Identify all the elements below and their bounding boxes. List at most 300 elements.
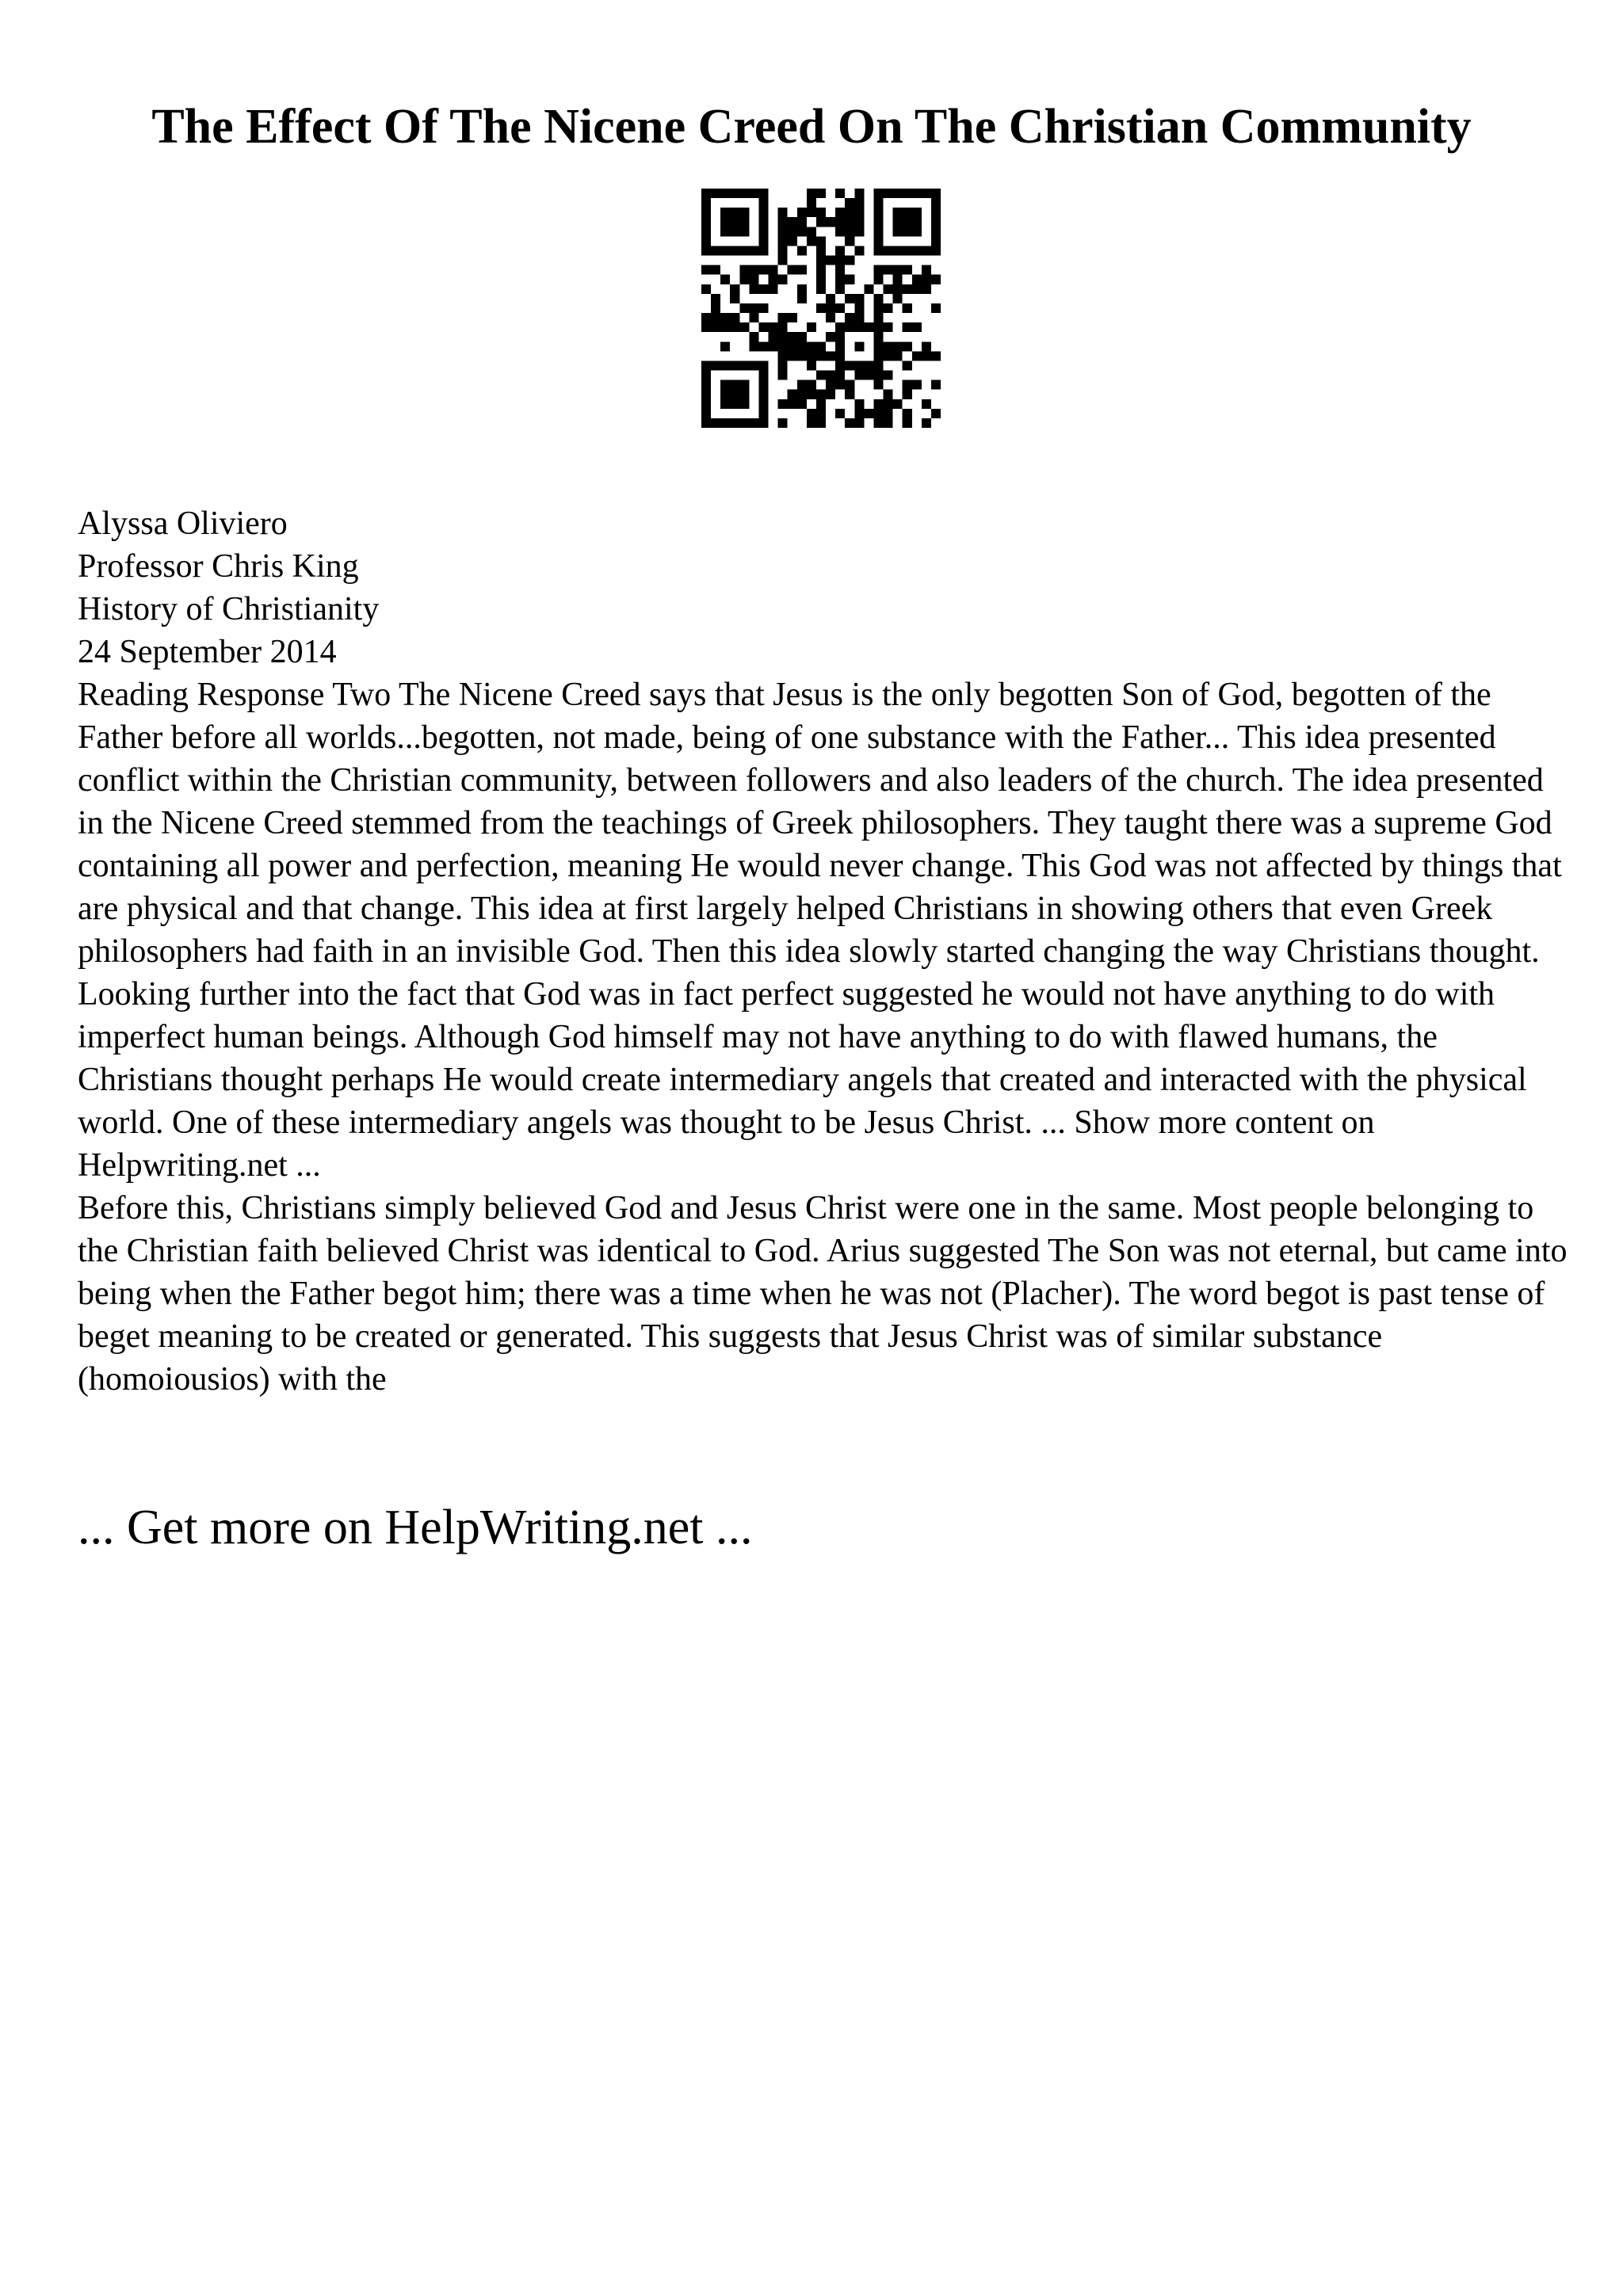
- qr-module: [807, 409, 816, 418]
- qr-module: [893, 227, 903, 236]
- qr-module: [797, 208, 807, 217]
- qr-module: [873, 360, 883, 370]
- course-line: History of Christianity: [78, 591, 380, 627]
- qr-module: [730, 418, 739, 428]
- qr-module: [845, 236, 854, 246]
- qr-module: [807, 418, 816, 428]
- qr-module: [778, 236, 788, 246]
- qr-module: [797, 341, 807, 351]
- qr-module: [788, 313, 797, 322]
- get-more-link[interactable]: ... Get more on HelpWriting.net ...: [78, 1501, 753, 1554]
- qr-module: [826, 332, 835, 341]
- qr-module: [739, 208, 749, 217]
- qr-module: [758, 217, 768, 227]
- qr-module: [884, 284, 893, 294]
- qr-module: [845, 217, 854, 227]
- qr-module: [845, 313, 854, 322]
- qr-module: [873, 399, 883, 409]
- qr-module: [749, 341, 758, 351]
- qr-module: [835, 360, 845, 370]
- qr-module: [816, 236, 826, 246]
- qr-module: [778, 351, 788, 360]
- qr-module: [730, 189, 739, 198]
- qr-module: [912, 189, 922, 198]
- qr-module: [816, 303, 826, 313]
- qr-module: [931, 208, 941, 217]
- qr-module: [807, 322, 816, 332]
- qr-module: [931, 198, 941, 208]
- qr-module: [912, 284, 922, 294]
- qr-module: [884, 189, 893, 198]
- qr-module: [835, 409, 845, 418]
- qr-module: [788, 236, 797, 246]
- qr-module: [739, 399, 749, 409]
- qr-module: [749, 360, 758, 370]
- qr-module: [835, 371, 845, 380]
- qr-module: [807, 351, 816, 360]
- qr-module: [873, 351, 883, 360]
- qr-module: [903, 341, 912, 351]
- qr-module: [758, 380, 768, 390]
- qr-module: [720, 217, 730, 227]
- qr-module: [788, 390, 797, 399]
- qr-module: [845, 198, 854, 208]
- qr-module: [893, 399, 903, 409]
- qr-module: [893, 246, 903, 255]
- qr-code-icon: [701, 189, 941, 428]
- qr-module: [903, 208, 912, 217]
- qr-module: [797, 351, 807, 360]
- qr-module: [749, 313, 758, 322]
- qr-module: [873, 198, 883, 208]
- qr-module: [912, 246, 922, 255]
- qr-module: [912, 380, 922, 390]
- qr-module: [739, 265, 749, 275]
- qr-module: [807, 208, 816, 217]
- qr-module: [893, 341, 903, 351]
- qr-module: [807, 198, 816, 208]
- qr-module: [922, 399, 931, 409]
- qr-module: [816, 275, 826, 284]
- qr-module: [922, 265, 931, 275]
- qr-module: [931, 246, 941, 255]
- qr-module: [701, 371, 711, 380]
- qr-module: [912, 227, 922, 236]
- qr-module: [701, 409, 711, 418]
- body-paragraph-1: Reading Response Two The Nicene Creed says that Jesus is the only begotten Son of God, begotten of the Father before all worlds...begotten, not made, being of one substance with the Father... This idea presented conflict within the Christian community, between followers and also leaders of the church. The idea presented in the Nicene Creed stemmed from the teachings of Greek philosophers. They taught there was a supreme God containing all power and perfection, meaning He would never change. This God was not affected by things that are physical and that change. This idea at first largely helped Christians in showing others that even Greek philosophers had faith in an invisible God. Then this idea slowly started changing the way Christians thought. Looking further into the fact that God was in fact perfect suggested he would not have anything to do with imperfect human beings. Although God himself may not have anything to do with flawed humans, the Christians thought perhaps He would create intermediary angels that created and interacted with the physical world. One of these intermediary angels was thought to be Jesus Christ. ... Show more content on Helpwriting.net ...: [78, 677, 1562, 1184]
- qr-module: [758, 399, 768, 409]
- qr-module: [701, 418, 711, 428]
- qr-module: [854, 246, 864, 255]
- qr-module: [778, 360, 788, 370]
- qr-module: [807, 189, 816, 198]
- qr-module: [758, 341, 768, 351]
- qr-module: [749, 246, 758, 255]
- qr-module: [893, 294, 903, 303]
- qr-module: [884, 341, 893, 351]
- qr-module: [730, 380, 739, 390]
- qr-module: [835, 332, 845, 341]
- qr-module: [903, 418, 912, 428]
- qr-module: [758, 227, 768, 236]
- qr-module: [778, 246, 788, 255]
- qr-module: [826, 256, 835, 265]
- qr-module: [701, 198, 711, 208]
- qr-module: [816, 256, 826, 265]
- qr-module: [701, 236, 711, 246]
- qr-module: [730, 313, 739, 322]
- qr-module: [758, 409, 768, 418]
- qr-module: [835, 284, 845, 294]
- qr-module: [835, 351, 845, 360]
- qr-module: [711, 189, 720, 198]
- qr-module: [873, 371, 883, 380]
- qr-module: [797, 217, 807, 227]
- qr-module: [739, 275, 749, 284]
- qr-module: [769, 265, 778, 275]
- qr-module: [893, 217, 903, 227]
- qr-module: [778, 399, 788, 409]
- document-title: The Effect Of The Nicene Creed On The Christian Community: [151, 100, 1472, 154]
- qr-module: [758, 360, 768, 370]
- qr-module: [701, 360, 711, 370]
- qr-module: [903, 246, 912, 255]
- qr-module: [701, 313, 711, 322]
- qr-module: [758, 322, 768, 332]
- qr-module: [720, 390, 730, 399]
- qr-module: [854, 341, 864, 351]
- qr-module: [739, 360, 749, 370]
- qr-module: [873, 313, 883, 322]
- qr-module: [778, 256, 788, 265]
- qr-module: [758, 265, 768, 275]
- qr-module: [711, 265, 720, 275]
- qr-module: [720, 418, 730, 428]
- qr-module: [922, 351, 931, 360]
- qr-module: [797, 390, 807, 399]
- qr-module: [788, 217, 797, 227]
- qr-module: [711, 313, 720, 322]
- qr-module: [711, 294, 720, 303]
- qr-module: [711, 418, 720, 428]
- qr-module: [893, 275, 903, 284]
- qr-module: [873, 418, 883, 428]
- qr-module: [788, 351, 797, 360]
- qr-module: [778, 332, 788, 341]
- qr-module: [826, 371, 835, 380]
- qr-module: [873, 217, 883, 227]
- qr-module: [778, 275, 788, 284]
- qr-module: [816, 351, 826, 360]
- qr-module: [758, 208, 768, 217]
- qr-module: [884, 409, 893, 418]
- qr-module: [873, 265, 883, 275]
- author-line: Alyssa Oliviero: [78, 505, 288, 542]
- qr-module: [749, 332, 758, 341]
- qr-module: [769, 322, 778, 332]
- qr-module: [749, 189, 758, 198]
- qr-module: [816, 189, 826, 198]
- date-line: 24 September 2014: [78, 634, 337, 670]
- qr-module: [912, 217, 922, 227]
- qr-module: [854, 418, 864, 428]
- qr-module: [769, 341, 778, 351]
- qr-module: [835, 217, 845, 227]
- qr-module: [730, 208, 739, 217]
- qr-module: [873, 189, 883, 198]
- qr-module: [835, 189, 845, 198]
- qr-module: [903, 322, 912, 332]
- qr-module: [701, 227, 711, 236]
- qr-module: [788, 227, 797, 236]
- qr-module: [701, 265, 711, 275]
- qr-module: [845, 275, 854, 284]
- qr-module: [769, 284, 778, 294]
- qr-module: [922, 275, 931, 284]
- qr-module: [730, 284, 739, 294]
- qr-module: [893, 208, 903, 217]
- qr-module: [701, 399, 711, 409]
- qr-module: [720, 322, 730, 332]
- qr-module: [835, 256, 845, 265]
- qr-module: [758, 303, 768, 313]
- qr-module: [711, 322, 720, 332]
- qr-module: [854, 217, 864, 227]
- qr-module: [739, 390, 749, 399]
- qr-module: [749, 284, 758, 294]
- qr-module: [807, 236, 816, 246]
- qr-module: [884, 399, 893, 409]
- qr-module: [749, 303, 758, 313]
- qr-module: [893, 265, 903, 275]
- qr-module: [845, 418, 854, 428]
- qr-module: [701, 208, 711, 217]
- qr-module: [797, 265, 807, 275]
- qr-module: [807, 341, 816, 351]
- qr-module: [701, 322, 711, 332]
- qr-module: [912, 208, 922, 217]
- qr-module: [864, 409, 873, 418]
- qr-module: [912, 275, 922, 284]
- qr-module: [854, 322, 864, 332]
- qr-module: [873, 236, 883, 246]
- qr-module: [758, 418, 768, 428]
- body-paragraph-2: Before this, Christians simply believed God and Jesus Christ were one in the same. Most people belonging to the Christian faith believed Christ was identical to God. Arius suggested The Son was not eternal, but came into being when the Father begot him; there was a time when he was not (Placher). The word begot is past tense of beget meaning to be created or generated. This suggests that Jesus Christ was of similar substance (homoiousios) with the: [78, 1190, 1568, 1398]
- qr-module: [788, 265, 797, 275]
- qr-module: [893, 189, 903, 198]
- qr-module: [816, 418, 826, 428]
- qr-module: [720, 313, 730, 322]
- document-body: [78, 502, 1568, 1401]
- qr-module: [912, 351, 922, 360]
- qr-module: [854, 303, 864, 313]
- qr-module: [845, 227, 854, 236]
- qr-module: [903, 189, 912, 198]
- qr-module: [873, 322, 883, 332]
- qr-module: [758, 246, 768, 255]
- qr-module: [758, 236, 768, 246]
- qr-module: [701, 189, 711, 198]
- qr-module: [903, 390, 912, 399]
- qr-module: [893, 284, 903, 294]
- qr-module: [778, 418, 788, 428]
- qr-module: [816, 265, 826, 275]
- qr-module: [769, 332, 778, 341]
- qr-module: [884, 246, 893, 255]
- qr-module: [816, 390, 826, 399]
- qr-module: [826, 294, 835, 303]
- qr-module: [845, 360, 854, 370]
- qr-module: [720, 208, 730, 217]
- qr-module: [701, 217, 711, 227]
- qr-module: [701, 390, 711, 399]
- qr-module: [845, 208, 854, 217]
- qr-module: [922, 418, 931, 428]
- qr-module: [778, 227, 788, 236]
- qr-module: [835, 265, 845, 275]
- qr-module: [903, 360, 912, 370]
- qr-module: [816, 217, 826, 227]
- qr-module: [797, 294, 807, 303]
- qr-module: [788, 332, 797, 341]
- qr-module: [758, 371, 768, 380]
- qr-module: [739, 322, 749, 332]
- qr-module: [758, 189, 768, 198]
- qr-module: [816, 409, 826, 418]
- qr-module: [739, 246, 749, 255]
- qr-module: [826, 313, 835, 322]
- qr-module: [854, 198, 864, 208]
- qr-module: [835, 341, 845, 351]
- qr-module: [884, 418, 893, 428]
- qr-module: [720, 341, 730, 351]
- qr-module: [826, 217, 835, 227]
- qr-module: [931, 217, 941, 227]
- qr-module: [758, 390, 768, 399]
- qr-module: [903, 409, 912, 418]
- qr-module: [730, 227, 739, 236]
- professor-line: Professor Chris King: [78, 548, 359, 585]
- qr-module: [720, 189, 730, 198]
- qr-module: [873, 380, 883, 390]
- qr-module: [873, 303, 883, 313]
- qr-module: [701, 246, 711, 255]
- qr-module: [816, 371, 826, 380]
- qr-module: [749, 275, 758, 284]
- qr-module: [739, 303, 749, 313]
- qr-module: [730, 246, 739, 255]
- qr-module: [884, 390, 893, 399]
- qr-module: [720, 399, 730, 409]
- qr-module: [816, 341, 826, 351]
- qr-module: [720, 380, 730, 390]
- qr-module: [720, 275, 730, 284]
- qr-module: [778, 322, 788, 332]
- qr-module: [884, 351, 893, 360]
- qr-module: [730, 322, 739, 332]
- qr-module: [854, 227, 864, 236]
- qr-module: [845, 380, 854, 390]
- qr-module: [854, 399, 864, 409]
- qr-module: [816, 284, 826, 294]
- qr-module: [854, 409, 864, 418]
- qr-module: [711, 246, 720, 255]
- qr-module: [931, 227, 941, 236]
- qr-module: [807, 360, 816, 370]
- qr-module: [730, 294, 739, 303]
- qr-module: [893, 351, 903, 360]
- qr-module: [845, 390, 854, 399]
- qr-module: [720, 227, 730, 236]
- qr-module: [835, 246, 845, 255]
- qr-module: [931, 189, 941, 198]
- qr-module: [739, 227, 749, 236]
- qr-module: [845, 322, 854, 332]
- qr-module: [922, 189, 931, 198]
- qr-module: [711, 303, 720, 313]
- qr-module: [730, 390, 739, 399]
- qr-module: [854, 294, 864, 303]
- qr-module: [730, 399, 739, 409]
- qr-module: [797, 227, 807, 236]
- qr-module: [816, 208, 826, 217]
- qr-module: [903, 284, 912, 294]
- qr-module: [797, 332, 807, 341]
- qr-module: [864, 322, 873, 332]
- qr-module: [931, 380, 941, 390]
- qr-module: [826, 303, 835, 313]
- qr-module: [864, 284, 873, 294]
- qr-module: [701, 380, 711, 390]
- qr-module: [854, 360, 864, 370]
- qr-module: [720, 246, 730, 255]
- qr-module: [884, 265, 893, 275]
- qr-module: [854, 189, 864, 198]
- qr-module: [778, 208, 788, 217]
- qr-module: [720, 360, 730, 370]
- qr-module: [826, 380, 835, 390]
- qr-module: [739, 189, 749, 198]
- qr-module: [873, 227, 883, 236]
- qr-module: [854, 313, 864, 322]
- qr-module: [835, 275, 845, 284]
- qr-module: [903, 380, 912, 390]
- qr-module: [873, 294, 883, 303]
- qr-module: [873, 409, 883, 418]
- qr-module: [873, 332, 883, 341]
- qr-module: [758, 198, 768, 208]
- qr-module: [730, 360, 739, 370]
- qr-module: [884, 371, 893, 380]
- qr-module: [931, 351, 941, 360]
- qr-module: [835, 322, 845, 332]
- qr-module: [711, 360, 720, 370]
- qr-module: [931, 236, 941, 246]
- qr-module: [797, 399, 807, 409]
- qr-module: [730, 217, 739, 227]
- qr-module: [854, 208, 864, 217]
- qr-module: [903, 303, 912, 313]
- qr-module: [797, 284, 807, 294]
- qr-module: [826, 351, 835, 360]
- qr-module: [845, 256, 854, 265]
- qr-module: [816, 399, 826, 409]
- qr-module: [749, 265, 758, 275]
- qr-module: [864, 360, 873, 370]
- qr-module: [739, 217, 749, 227]
- qr-module: [854, 371, 864, 380]
- qr-module: [778, 341, 788, 351]
